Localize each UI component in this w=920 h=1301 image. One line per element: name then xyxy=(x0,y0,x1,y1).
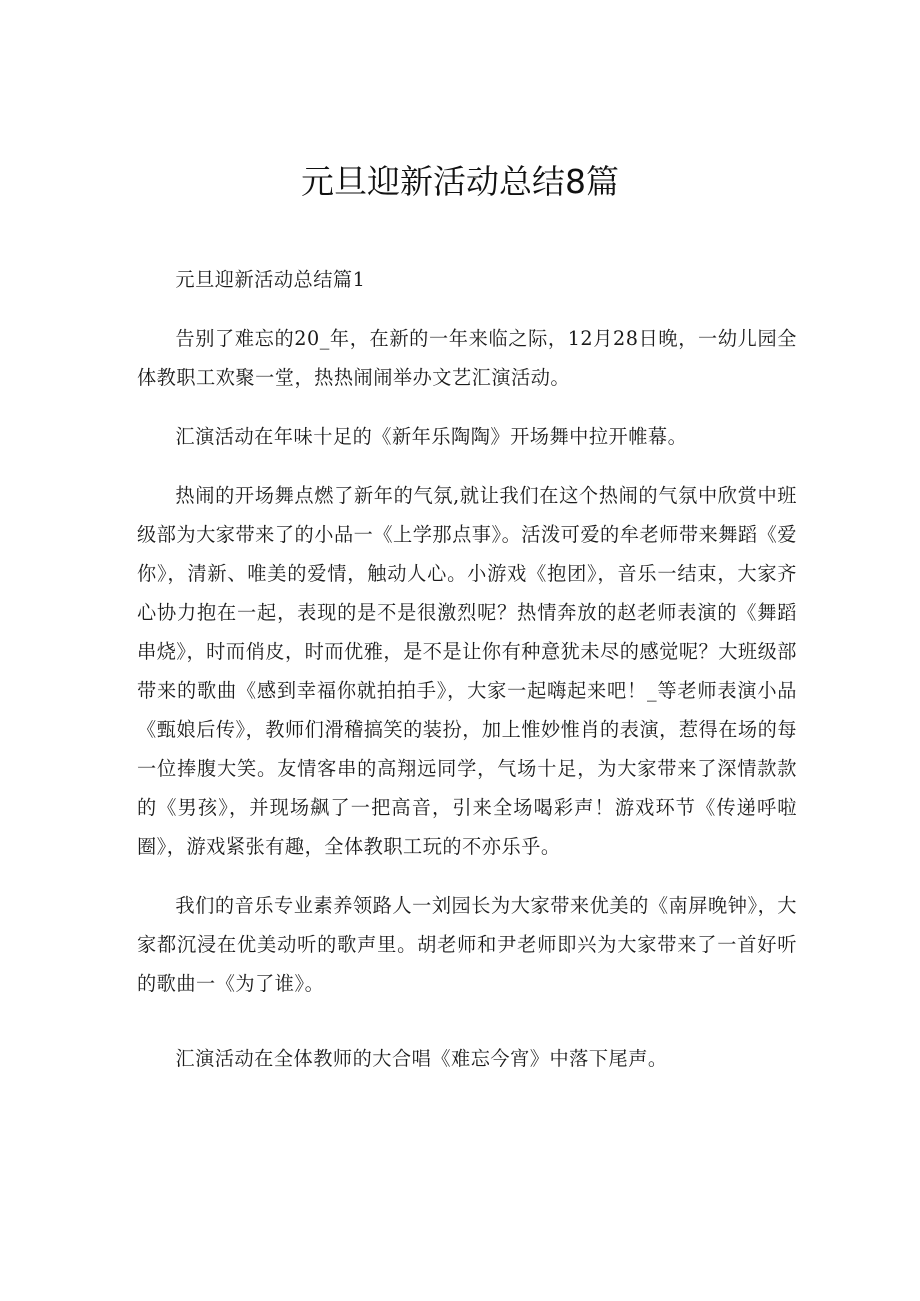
paragraph-performances: 热闹的开场舞点燃了新年的气氛,就让我们在这个热闹的气氛中欣赏中班级部为大家带来了的小品一《上学那点事》。活泼可爱的牟老师带来舞蹈《爱你》，清新、唯美的爱情，触动人心。小游戏《抱团》，音乐一结束，大家齐心协力抱在一起，表现的是不是很激烈呢？热情奔放的赵老师表演的《舞蹈串烧》，时而俏皮，时而优雅，是不是让你有种意犹未尽的感觉呢？大班级部带来的歌曲《感到幸福你就拍拍手》，大家一起嗨起来吧！_等老师表演小品《甄娘后传》，教师们滑稽搞笑的装扮，加上惟妙惟肖的表演，惹得在场的每一位捧腹大笑。友情客串的高翔远同学，气场十足，为大家带来了深情款款的《男孩》，并现场飙了一把高音，引来全场喝彩声！游戏环节《传递呼啦圈》，游戏紧张有趣，全体教职工玩的不亦乐乎。 xyxy=(137,484,797,858)
paragraph-closing: 汇演活动在全体教师的大合唱《难忘今宵》中落下尾声。 xyxy=(175,1047,668,1070)
paragraph-intro: 告别了难忘的20_年，在新的一年来临之际，12月28日晚，一幼儿园全体教职工欢聚一堂，热热闹闹举办文艺汇演活动。 xyxy=(137,327,797,389)
paragraph-opening: 汇演活动在年味十足的《新年乐陶陶》开场舞中拉开帷幕。 xyxy=(175,425,688,448)
document-body xyxy=(137,260,797,1098)
section-heading: 元旦迎新活动总结篇1 xyxy=(175,268,366,291)
document-title: 元旦迎新活动总结8篇 xyxy=(301,162,619,201)
paragraph-music: 我们的音乐专业素养领路人一刘园长为大家带来优美的《南屏晚钟》，大家都沉浸在优美动听的歌声里。胡老师和尹老师即兴为大家带来了一首好听的歌曲一《为了谁》。 xyxy=(137,894,797,995)
